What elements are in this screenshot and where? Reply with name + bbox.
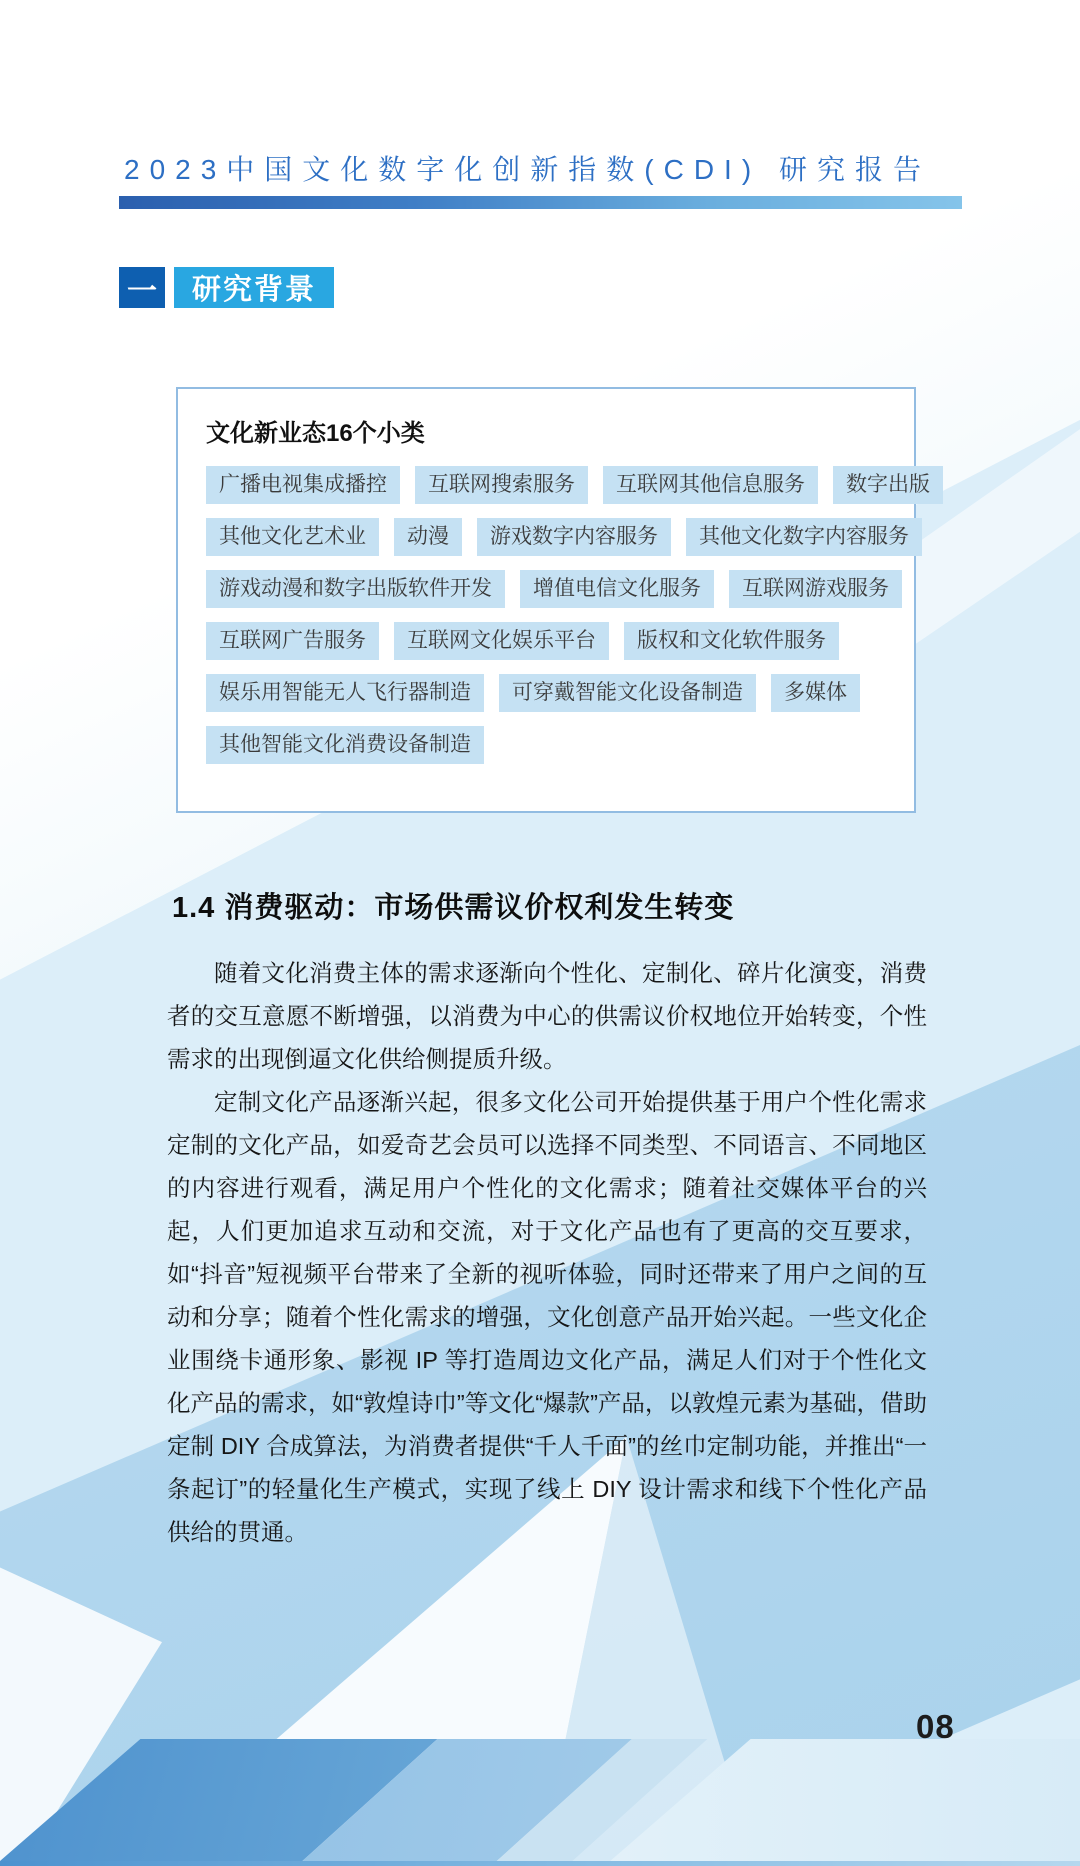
section-index-badge bbox=[119, 267, 334, 308]
category-chip: 互联网文化娱乐平台 bbox=[394, 622, 609, 660]
category-chip: 互联网游戏服务 bbox=[729, 570, 902, 608]
category-chip: 数字出版 bbox=[833, 466, 943, 504]
category-chip: 广播电视集成播控 bbox=[206, 466, 400, 504]
category-chip: 游戏动漫和数字出版软件开发 bbox=[206, 570, 505, 608]
section-body bbox=[167, 952, 927, 1554]
category-chip: 娱乐用智能无人飞行器制造 bbox=[206, 674, 484, 712]
category-box-title: 文化新业态16个小类 bbox=[206, 420, 425, 447]
category-chip: 互联网其他信息服务 bbox=[603, 466, 818, 504]
section-heading: 1.4 消费驱动：市场供需议价权利发生转变 bbox=[172, 892, 735, 924]
section-badge-label: 研究背景 bbox=[174, 267, 334, 308]
category-chip-row bbox=[206, 622, 894, 660]
page-number: 08 bbox=[916, 1708, 955, 1745]
body-paragraph: 随着文化消费主体的需求逐渐向个性化、定制化、碎片化演变，消费者的交互意愿不断增强，以消费为中心的供需议价权地位开始转变，个性需求的出现倒逼文化供给侧提质升级。 bbox=[167, 960, 927, 1072]
category-box bbox=[176, 387, 930, 813]
section-index-number: 一 bbox=[119, 267, 165, 308]
category-chip-rows bbox=[206, 466, 930, 764]
category-chip: 游戏数字内容服务 bbox=[477, 518, 671, 556]
category-chip-row bbox=[206, 570, 894, 608]
category-chip: 其他文化数字内容服务 bbox=[686, 518, 922, 556]
category-chip: 互联网广告服务 bbox=[206, 622, 379, 660]
category-chip-row bbox=[206, 674, 894, 712]
category-chip: 其他智能文化消费设备制造 bbox=[206, 726, 484, 764]
category-chip: 增值电信文化服务 bbox=[520, 570, 714, 608]
category-chip-row bbox=[206, 518, 909, 556]
category-chip: 多媒体 bbox=[771, 674, 860, 712]
header-divider-bar bbox=[119, 196, 962, 209]
category-chip: 动漫 bbox=[394, 518, 462, 556]
category-chip: 版权和文化软件服务 bbox=[624, 622, 839, 660]
body-paragraph: 定制文化产品逐渐兴起，很多文化公司开始提供基于用户个性化需求定制的文化产品，如爱奇艺会员可以选择不同类型、不同语言、不同地区的内容进行观看，满足用户个性化的文化需求；随着社交媒体平台的兴起，人们更加追求互动和交流，对于文化产品也有了更高的交互要求，如“抖音”短视频平台带来了全新的视听体验，同时还带来了用户之间的互动和分享；随着个性化需求的增强，文化创意产品开始兴起。一些文化企业围绕卡通形象、影视 IP 等打造周边文化产品，满足人们对于个性化文化产品的需求，如“敦煌诗巾”等文化“爆款”产品，以敦煌元素为基础，借助定制 DIY 合成算法，为消费者提供“千人千面”的丝巾定制功能，并推出“一条起订”的轻量化生产模式，实现了线上 DIY 设计需求和线下个性化产品供给的贯通。 bbox=[167, 1089, 927, 1545]
category-chip: 其他文化艺术业 bbox=[206, 518, 379, 556]
category-chip-row bbox=[206, 726, 894, 764]
report-header-title: 2023中国文化数字化创新指数(CDI) 研究报告 bbox=[124, 154, 931, 185]
category-chip: 互联网搜索服务 bbox=[415, 466, 588, 504]
category-chip: 可穿戴智能文化设备制造 bbox=[499, 674, 756, 712]
category-chip-row bbox=[206, 466, 930, 504]
